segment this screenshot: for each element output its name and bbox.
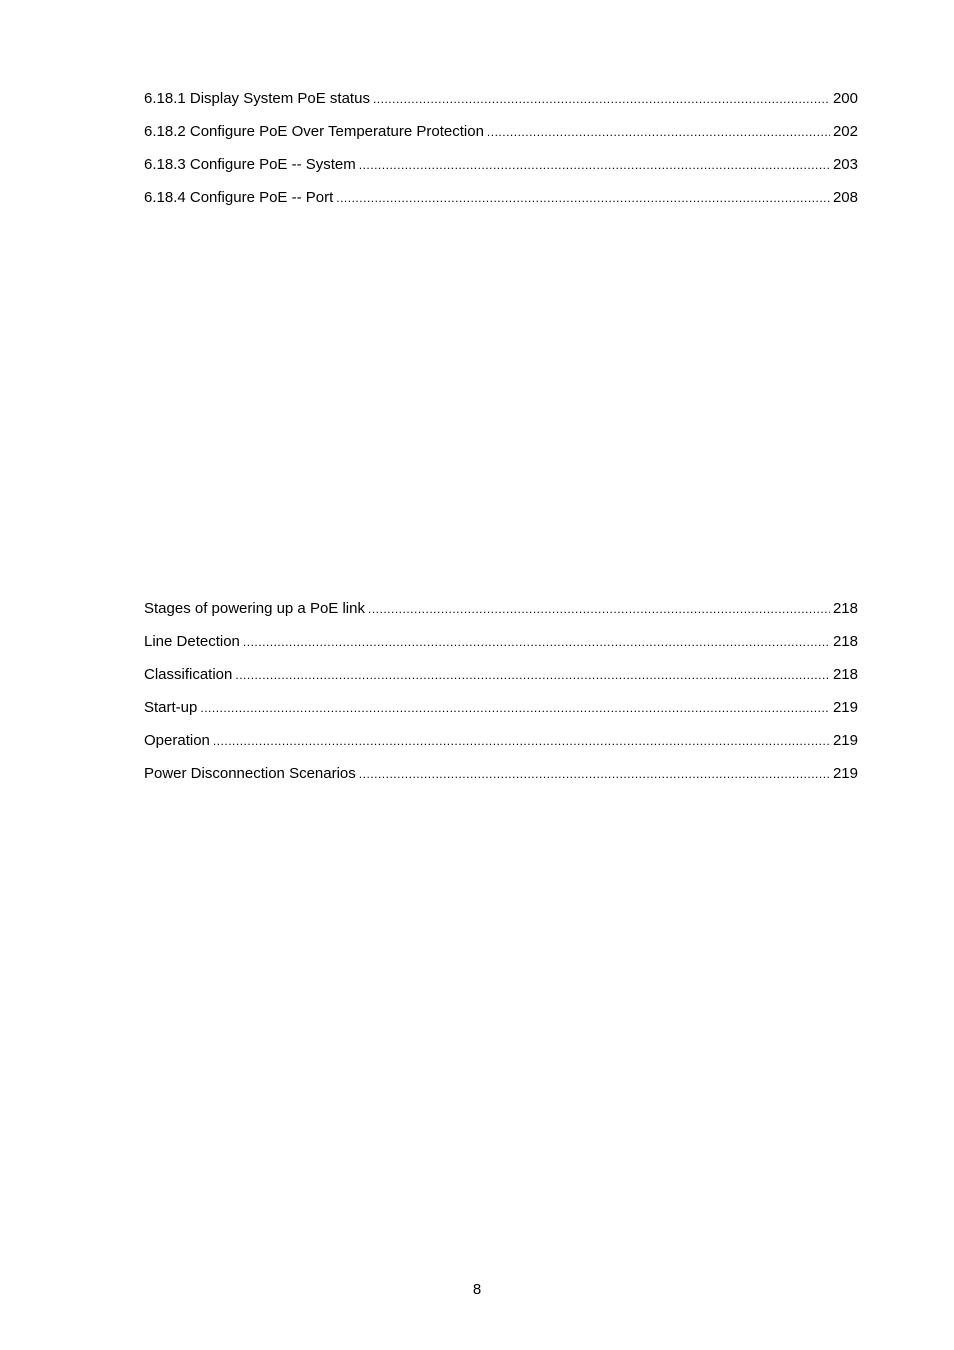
toc-entry-page: 203 [832, 156, 858, 173]
toc-entry-page: 208 [832, 189, 858, 206]
toc-entry-page: 200 [832, 90, 858, 107]
toc-entry-title: Power Disconnection Scenarios [144, 765, 356, 782]
toc-entry-page: 218 [832, 666, 858, 683]
toc-entry-page: 219 [832, 765, 858, 782]
toc-entry-title: 6.18.2 Configure PoE Over Temperature Protection [144, 123, 484, 140]
toc-entry-page: 218 [832, 600, 858, 617]
toc-entry-title: Start-up [144, 699, 198, 716]
toc-entry[interactable] [144, 631, 858, 664]
toc-entry-page: 202 [832, 123, 858, 140]
page-number: 8 [472, 1281, 482, 1298]
toc-dot-leader [359, 763, 830, 785]
toc-section-poe-stages [144, 598, 858, 796]
toc-entry[interactable] [144, 664, 858, 697]
toc-entry-title: Classification [144, 666, 233, 683]
toc-entry[interactable] [144, 697, 858, 730]
toc-dot-leader [373, 88, 830, 110]
toc-dot-leader [213, 730, 830, 752]
toc-dot-leader [336, 187, 830, 209]
toc-entry[interactable] [144, 763, 858, 796]
toc-entry-page: 219 [832, 699, 858, 716]
toc-entry-title: Line Detection [144, 633, 240, 650]
toc-section-poe-config [144, 88, 858, 220]
toc-entry[interactable] [144, 121, 858, 154]
toc-dot-leader [368, 598, 830, 620]
toc-entry-title: 6.18.1 Display System PoE status [144, 90, 370, 107]
toc-entry[interactable] [144, 598, 858, 631]
toc-dot-leader [235, 664, 830, 686]
toc-entry[interactable] [144, 730, 858, 763]
toc-entry-title: 6.18.4 Configure PoE -- Port [144, 189, 334, 206]
toc-entry[interactable] [144, 154, 858, 187]
toc-entry-title: 6.18.3 Configure PoE -- System [144, 156, 356, 173]
toc-dot-leader [243, 631, 830, 653]
toc-entry-title: Stages of powering up a PoE link [144, 600, 365, 617]
toc-entry[interactable] [144, 88, 858, 121]
toc-entry-title: Operation [144, 732, 210, 749]
toc-dot-leader [487, 121, 830, 143]
toc-entry-page: 219 [832, 732, 858, 749]
toc-dot-leader [200, 697, 830, 719]
toc-dot-leader [359, 154, 830, 176]
toc-entry-page: 218 [832, 633, 858, 650]
toc-entry[interactable] [144, 187, 858, 220]
